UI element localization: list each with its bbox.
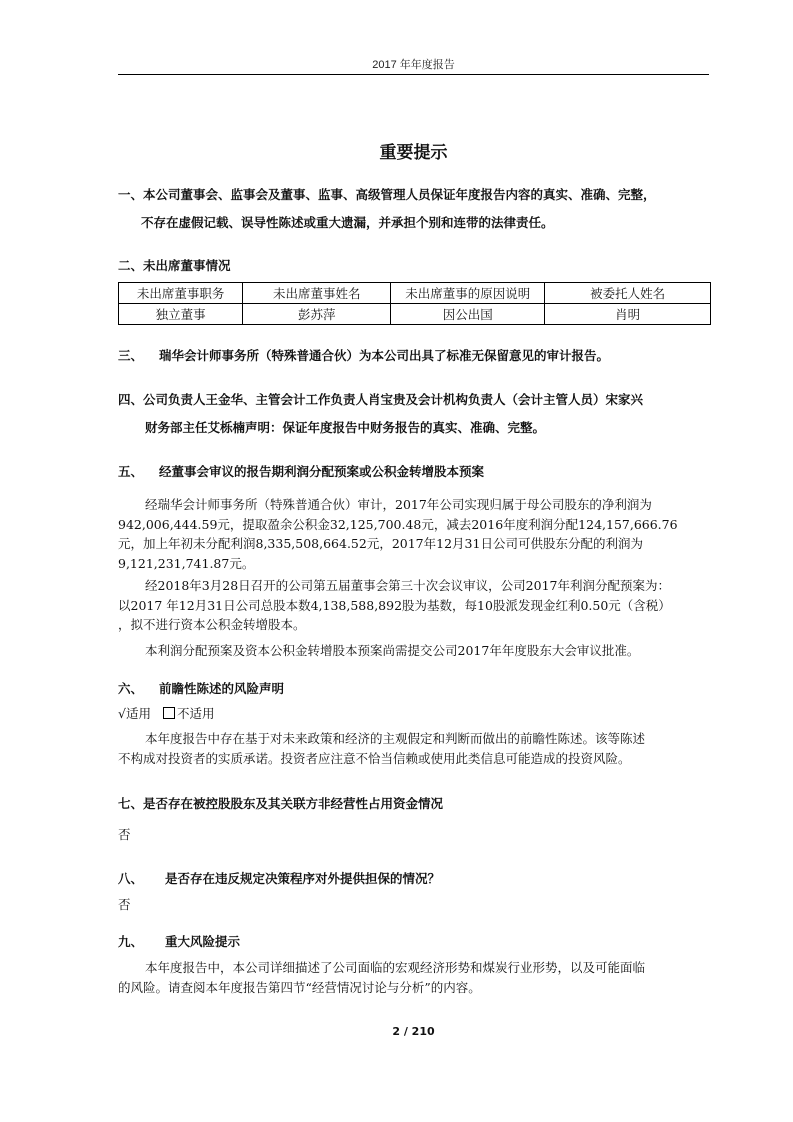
section-2-heading: 二、未出席董事情况 xyxy=(118,258,231,273)
checkbox-icon xyxy=(163,707,175,719)
page-number: 2 / 210 xyxy=(392,1025,435,1038)
section-4-line-2: 财务部主任艾栎楠声明：保证年度报告中财务报告的真实、准确、完整。 xyxy=(145,420,546,435)
section-1-line-1: 一、本公司董事会、监事会及董事、监事、高级管理人员保证年度报告内容的真实、准确、完整， xyxy=(118,187,656,202)
applicability-options xyxy=(118,704,214,722)
table-header-row xyxy=(119,283,711,304)
section-6-heading: 六、 前瞻性陈述的风险声明 xyxy=(118,681,285,696)
page-header: 2017 年年度报告 xyxy=(372,59,455,71)
section-9-paragraph: 本年度报告中，本公司详细描述了公司面临的宏观经济形势和煤炭行业形势，以及可能面临 的风险。请查阅本年度报告第四节“经营情况讨论与分析”的内容。 xyxy=(118,960,646,995)
section-4 xyxy=(118,386,718,442)
table-header-cell: 被委托人姓名 xyxy=(545,283,711,304)
table-cell: 彭苏萍 xyxy=(243,304,391,325)
not-applicable-option: 不适用 xyxy=(176,706,215,721)
applicable-option: √适用 xyxy=(118,706,151,721)
section-8-answer: 否 xyxy=(118,897,131,912)
section-7-heading: 七、是否存在被控股股东及其关联方非经营性占用资金情况 xyxy=(118,796,444,811)
section-3-text: 瑞华会计师事务所（特殊普通合伙）为本公司出具了标准无保留意见的审计报告。 xyxy=(159,348,610,363)
section-8-heading: 八、 是否存在违反规定决策程序对外提供担保的情况？ xyxy=(118,871,441,886)
page-title: 重要提示 xyxy=(379,143,448,163)
table-header-cell: 未出席董事职务 xyxy=(119,283,243,304)
table-cell: 肖明 xyxy=(545,304,711,325)
section-4-line-1: 四、公司负责人王金华、主管会计工作负责人肖宝贵及会计机构负责人（会计主管人员）宋家兴 xyxy=(118,392,644,407)
section-1 xyxy=(118,181,713,237)
absent-directors-table xyxy=(118,282,711,325)
header-divider xyxy=(118,74,709,75)
section-7-answer: 否 xyxy=(118,827,131,842)
section-5-paragraph-1: 经瑞华会计师事务所（特殊普通合伙）审计，2017年公司实现归属于母公司股东的净利润为 942,006,444.59元，提取盈余公积金32,125,700.48元，减去2016年度利润分配124,157,666.76 元，加上年初未分配利润8,335,508,664.52元，2017年12月31日公司可供股东分配的利润为 9,121,231,741.87元。 xyxy=(118,497,678,571)
section-5-heading: 五、 经董事会审议的报告期利润分配预案或公积金转增股本预案 xyxy=(118,464,485,479)
section-3-num: 三、 xyxy=(118,348,144,363)
section-5-paragraph-3: 本利润分配预案及资本公积金转增股本预案尚需提交公司2017年年度股东大会审议批准。 xyxy=(145,643,640,658)
table-header-cell: 未出席董事的原因说明 xyxy=(391,283,545,304)
section-3 xyxy=(118,346,609,364)
table-row xyxy=(119,304,711,325)
table-cell: 因公出国 xyxy=(391,304,545,325)
table-cell: 独立董事 xyxy=(119,304,243,325)
section-1-line-2: 不存在虚假记载、误导性陈述或重大遗漏，并承担个别和连带的法律责任。 xyxy=(141,215,554,230)
section-5-paragraph-2: 经2018年3月28日召开的公司第五届董事会第三十次会议审议，公司2017年利润分配预案为： 以2017 年12月31日公司总股本数4,138,588,892股为基数，每10股派发现金红利0.50元（含税） ，拟不进行资本公积金转增股本。 xyxy=(118,578,671,632)
section-9-heading: 九、 重大风险提示 xyxy=(118,934,241,949)
section-6-paragraph: 本年度报告中存在基于对未来政策和经济的主观假定和判断而做出的前瞻性陈述。该等陈述 不构成对投资者的实质承诺。投资者应注意不恰当信赖或使用此类信息可能造成的投资风险。 xyxy=(118,731,646,766)
table-header-cell: 未出席董事姓名 xyxy=(243,283,391,304)
